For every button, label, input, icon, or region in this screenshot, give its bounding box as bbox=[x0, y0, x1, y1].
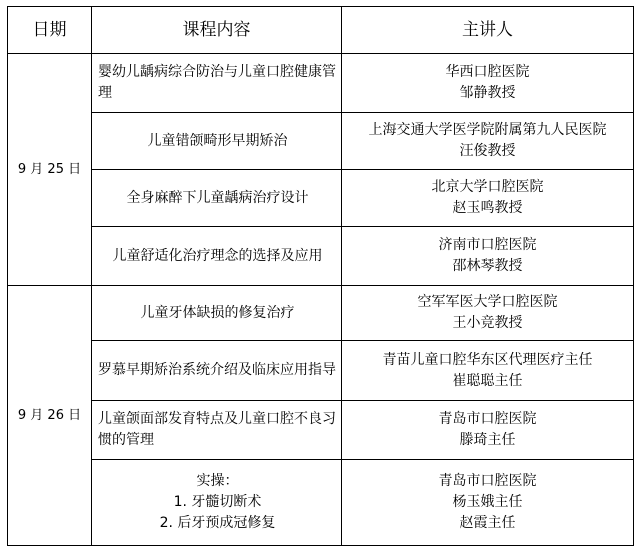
speaker-cell bbox=[342, 341, 634, 401]
header-date: 日期 bbox=[8, 7, 92, 54]
speaker-affiliation: 青苗儿童口腔华东区代理医疗主任 bbox=[382, 351, 593, 368]
speaker-cell bbox=[342, 401, 634, 460]
practical-title: 实操： bbox=[196, 473, 239, 489]
topic-cell: 儿童舒适化治疗理念的选择及应用 bbox=[92, 227, 342, 286]
table-row bbox=[8, 286, 634, 341]
header-speaker: 主讲人 bbox=[342, 7, 634, 54]
table-row bbox=[8, 113, 634, 170]
date-cell-day2: 9 月 26 日 bbox=[8, 286, 92, 546]
topic-cell: 儿童错颌畸形早期矫治 bbox=[92, 113, 342, 170]
speaker-affiliation: 北京大学口腔医院 bbox=[431, 179, 544, 195]
speaker-name: 杨玉娥主任 bbox=[452, 494, 523, 510]
speaker-name: 崔聪聪主任 bbox=[452, 372, 523, 389]
speaker-cell bbox=[342, 286, 634, 341]
speaker-name: 汪俊教授 bbox=[459, 143, 516, 159]
speaker-affiliation: 华西口腔医院 bbox=[445, 64, 530, 80]
speaker-affiliation: 青岛市口腔医院 bbox=[438, 473, 537, 489]
speaker-cell bbox=[342, 170, 634, 227]
table-row bbox=[8, 227, 634, 286]
table-row bbox=[8, 401, 634, 460]
table-row bbox=[8, 341, 634, 401]
header-course: 课程内容 bbox=[92, 7, 342, 54]
speaker-affiliation: 济南市口腔医院 bbox=[438, 237, 537, 253]
topic-cell: 儿童牙体缺损的修复治疗 bbox=[92, 286, 342, 341]
speaker-cell bbox=[342, 460, 634, 546]
practical-item: 2. 后牙预成冠修复 bbox=[159, 515, 276, 531]
table-row bbox=[8, 54, 634, 113]
topic-cell: 婴幼儿龋病综合防治与儿童口腔健康管理 bbox=[92, 54, 342, 113]
speaker-name: 赵霞主任 bbox=[459, 515, 516, 531]
speaker-cell bbox=[342, 227, 634, 286]
speaker-cell bbox=[342, 113, 634, 170]
header-row bbox=[8, 7, 634, 54]
speaker-cell bbox=[342, 54, 634, 113]
date-cell-day1: 9 月 25 日 bbox=[8, 54, 92, 286]
table-row bbox=[8, 460, 634, 546]
topic-cell: 儿童颌面部发育特点及儿童口腔不良习惯的管理 bbox=[92, 401, 342, 460]
speaker-affiliation: 上海交通大学医学院附属第九人民医院 bbox=[368, 122, 607, 138]
course-schedule-table bbox=[7, 6, 634, 546]
speaker-affiliation: 空军军医大学口腔医院 bbox=[417, 294, 558, 310]
speaker-name: 邹静教授 bbox=[459, 85, 516, 101]
speaker-affiliation: 青岛市口腔医院 bbox=[438, 411, 537, 427]
speaker-name: 赵玉鸣教授 bbox=[452, 200, 523, 216]
practical-item: 1. 牙髓切断术 bbox=[173, 494, 262, 510]
topic-cell: 全身麻醉下儿童龋病治疗设计 bbox=[92, 170, 342, 227]
topic-cell-practical bbox=[92, 460, 342, 546]
speaker-name: 王小竞教授 bbox=[452, 315, 523, 331]
topic-cell: 罗慕早期矫治系统介绍及临床应用指导 bbox=[92, 341, 342, 401]
table-row bbox=[8, 170, 634, 227]
speaker-name: 邵林琴教授 bbox=[452, 258, 523, 274]
speaker-name: 滕琦主任 bbox=[459, 432, 516, 448]
